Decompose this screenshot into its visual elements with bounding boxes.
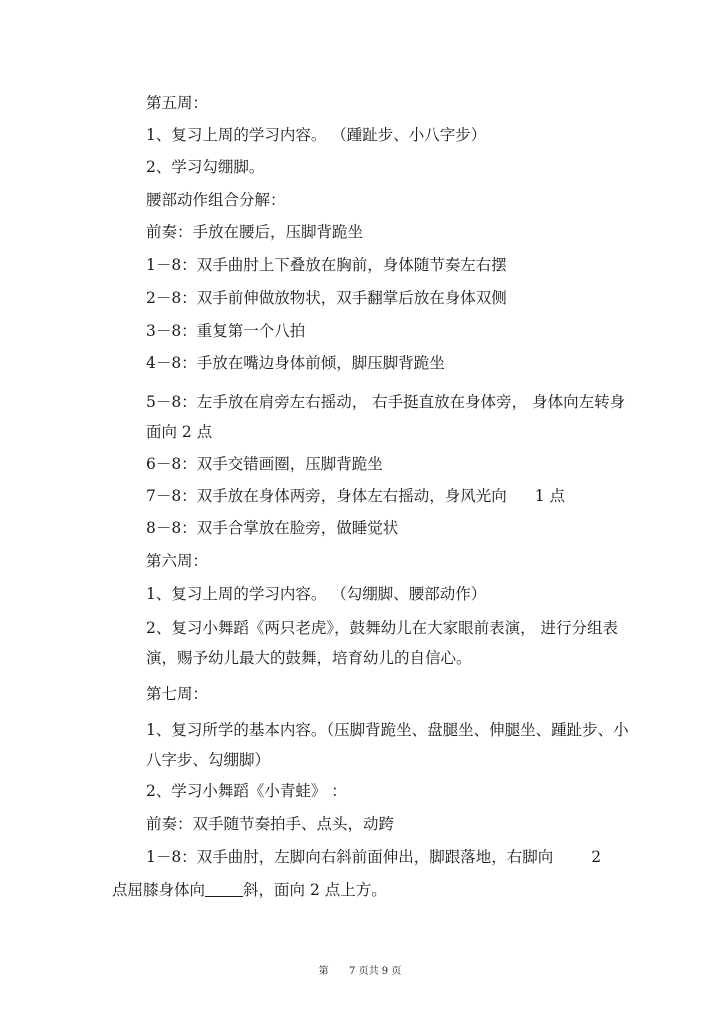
- text-segment: 1－8：双手曲肘，左脚向右斜前面伸出，脚跟落地，右脚向: [146, 848, 554, 866]
- text-line: 前奏：双手随节奏拍手、点头，动跨: [146, 815, 395, 833]
- text-line: 2、学习勾绷脚。: [146, 158, 265, 176]
- text-segment: 点屈膝身体向: [112, 881, 206, 899]
- footer-prefix: 第: [318, 966, 329, 977]
- text-line: 前奏：手放在腰后，压脚背跪坐: [146, 223, 364, 241]
- text-paragraph: 2、复习小舞蹈《两只老虎》，鼓舞幼儿在大家眼前表演， 进行分组表演，赐予幼儿最大的鼓舞，培育幼儿的自信心。: [146, 619, 619, 667]
- week6-heading: 第六周：: [146, 552, 209, 570]
- text-line: 4－8：手放在嘴边身体前倾，脚压脚背跪坐: [146, 354, 445, 372]
- text-line: 2、学习小舞蹈《小青蛙》 ：: [146, 782, 347, 800]
- text-line: 3－8：重复第一个八拍: [146, 322, 306, 340]
- text-line: 2－8：双手前伸做放物状，双手翻掌后放在身体双侧: [146, 289, 507, 307]
- text-line: 1－8：双手曲肘上下叠放在胸前，身体随节奏左右摆: [146, 256, 507, 274]
- text-line: [112, 880, 387, 900]
- footer-mid: 页共: [358, 966, 379, 977]
- text-segment: 斜，面向 2 点上方。: [243, 881, 387, 899]
- text-paragraph: 1、复习所学的基本内容。（压脚背跪坐、盘腿坐、伸腿坐、踵趾步、小八字步、勾绷脚）: [146, 721, 629, 769]
- footer-total-pages: 9: [381, 966, 389, 977]
- week7-heading: 第七周：: [146, 685, 209, 703]
- footer-suffix: 页: [391, 966, 402, 977]
- week5-heading: 第五周：: [146, 94, 209, 112]
- text-line: 8－8：双手合掌放在脸旁，做睡觉状: [146, 519, 399, 537]
- text-line: [146, 847, 601, 867]
- text-line: 1、复习上周的学习内容。 （勾绷脚、腰部动作）: [146, 585, 487, 603]
- text-line: 腰部动作组合分解：: [146, 191, 286, 209]
- text-segment: 7－8：双手放在身体两旁，身体左右摇动，身风光向: [146, 487, 507, 505]
- text-line: 1、复习上周的学习内容。 （踵趾步、小八字步）: [146, 126, 487, 144]
- footer-current-page: 7: [349, 966, 356, 977]
- text-paragraph: 5－8：左手放在肩旁左右摇动， 右手挺直放在身体旁， 身体向左转身面向 2 点: [146, 393, 626, 441]
- text-line: [146, 486, 565, 506]
- text-line: 6－8：双手交错画圈，压脚背跪坐: [146, 455, 383, 473]
- text-segment: 1 点: [534, 487, 566, 505]
- text-segment: 2: [591, 848, 602, 866]
- page-footer: [0, 962, 720, 977]
- fill-in-blank: [205, 882, 243, 897]
